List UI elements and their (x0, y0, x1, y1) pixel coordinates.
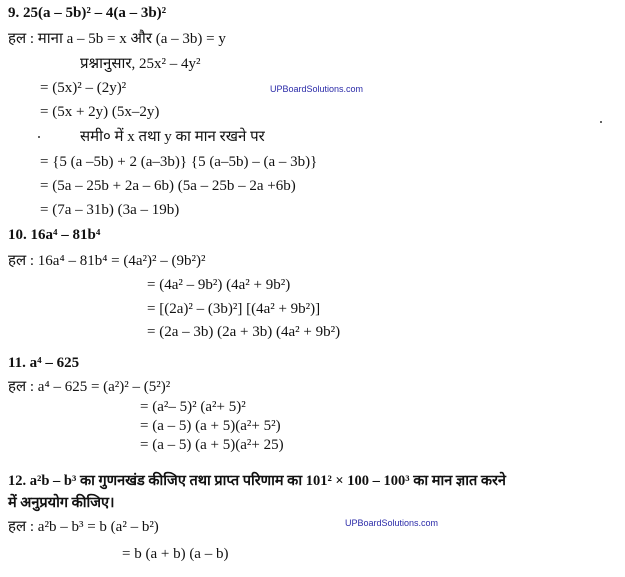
q9-line-7: = (5a – 25b + 2a – 6b) (5a – 25b – 2a +6b) (40, 178, 296, 194)
scan-speck (600, 121, 602, 123)
q11-line-4: = (a – 5) (a + 5)(a²+ 25) (140, 437, 284, 453)
q9-line-5: समी० में x तथा y का मान रखने पर (80, 129, 265, 145)
q12-text-2: में अनुप्रयोग कीजिए। (8, 495, 115, 511)
q12-title: 12. a²b – b³ (8, 473, 77, 489)
q12-line-1 (8, 472, 506, 490)
q10-line-2: = (4a² – 9b²) (4a² + 9b²) (147, 277, 291, 293)
q12-line-2: हल : a²b – b³ = b (a² – b²) (8, 519, 159, 535)
q11-line-2: = (a²– 5)² (a²+ 5)² (140, 399, 246, 415)
q10-line-3: = [(2a)² – (3b)²] [(4a² + 9b²)] (147, 301, 321, 317)
q9-line-2: प्रश्नानुसार, 25x² – 4y² (80, 56, 201, 72)
q12-text-1: का गुणनखंड कीजिए तथा प्राप्त परिणाम का 101² × 100 – 100³ का मान ज्ञात करने (79, 473, 506, 489)
q9-line-3: = (5x)² – (2y)² (40, 80, 127, 96)
q10-line-1: हल : 16a⁴ – 81b⁴ = (4a²)² – (9b²)² (8, 253, 206, 269)
q9-line-4: = (5x + 2y) (5x–2y) (40, 104, 160, 120)
q11-title: 11. a⁴ – 625 (8, 355, 80, 371)
q11-line-1: हल : a⁴ – 625 = (a²)² – (5²)² (8, 379, 171, 395)
q9-title: 9. 25(a – 5b)² – 4(a – 3b)² (8, 5, 167, 21)
q9-line-8: = (7a – 31b) (3a – 19b) (40, 202, 180, 218)
q12-line-3: = b (a + b) (a – b) (122, 546, 229, 562)
watermark-1: UPBoardSolutions.com (270, 84, 364, 94)
scan-speck (38, 136, 40, 138)
q10-title: 10. 16a⁴ – 81b⁴ (8, 227, 101, 243)
q11-line-3: = (a – 5) (a + 5)(a²+ 5²) (140, 418, 281, 434)
watermark-2: UPBoardSolutions.com (345, 518, 439, 528)
q9-line-1: हल : माना a – 5b = x और (a – 3b) = y (8, 31, 226, 47)
q10-line-4: = (2a – 3b) (2a + 3b) (4a² + 9b²) (147, 324, 341, 340)
q9-line-6: = {5 (a –5b) + 2 (a–3b)} {5 (a–5b) – (a – 3b)} (40, 154, 318, 170)
